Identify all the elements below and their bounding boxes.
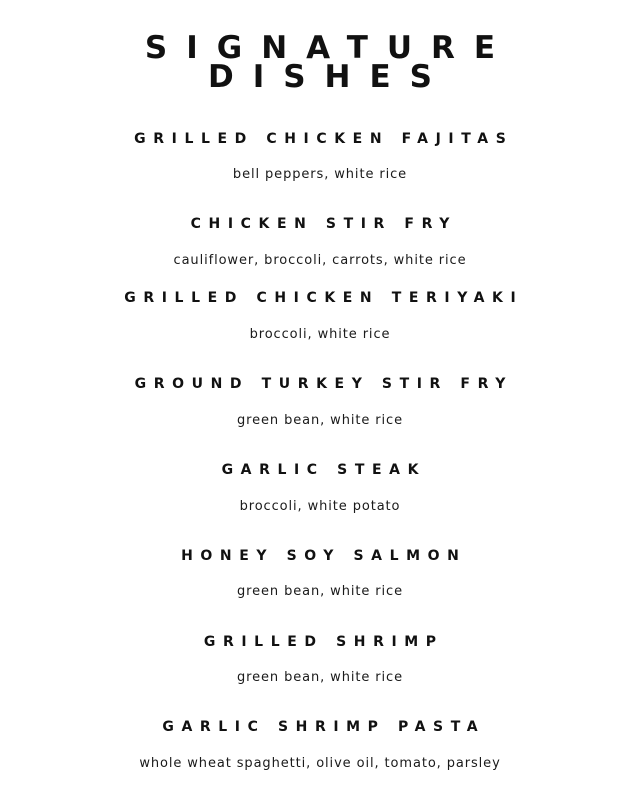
dish-name: GRILLED CHICKEN TERIYAKI: [124, 290, 524, 306]
dish-description: green bean, white rice: [236, 584, 403, 599]
dish-item: [0, 462, 640, 515]
dish-name: GRILLED CHICKEN FAJITAS: [134, 131, 514, 147]
dish-description: green bean, white rice: [236, 413, 403, 428]
menu-title-line-2: DISHES: [207, 59, 452, 95]
menu-title-line-1: SIGNATURE: [144, 30, 515, 66]
dish-name: GROUND TURKEY STIR FRY: [134, 376, 513, 392]
dish-description: broccoli, white potato: [239, 499, 401, 514]
dish-description: bell peppers, white rice: [232, 167, 408, 182]
dish-item: [0, 376, 640, 429]
dish-description: whole wheat spaghetti, olive oil, tomato, parsley: [139, 756, 501, 771]
dish-item: [0, 131, 640, 183]
dish-item: [0, 719, 640, 772]
dish-name: GRILLED SHRIMP: [203, 634, 444, 650]
dish-description: green bean, white rice: [236, 670, 403, 685]
dish-name: GARLIC STEAK: [221, 462, 427, 478]
dish-name: GARLIC SHRIMP PASTA: [162, 719, 486, 735]
dish-description: cauliflower, broccoli, carrots, white rice: [173, 253, 467, 268]
dish-item: [0, 290, 640, 343]
dish-item: [0, 216, 640, 269]
dish-name: CHICKEN STIR FRY: [190, 216, 457, 232]
dish-item: [0, 548, 640, 600]
dish-item: [0, 634, 640, 686]
dish-description: broccoli, white rice: [249, 327, 391, 342]
dish-name: HONEY SOY SALMON: [181, 548, 467, 564]
